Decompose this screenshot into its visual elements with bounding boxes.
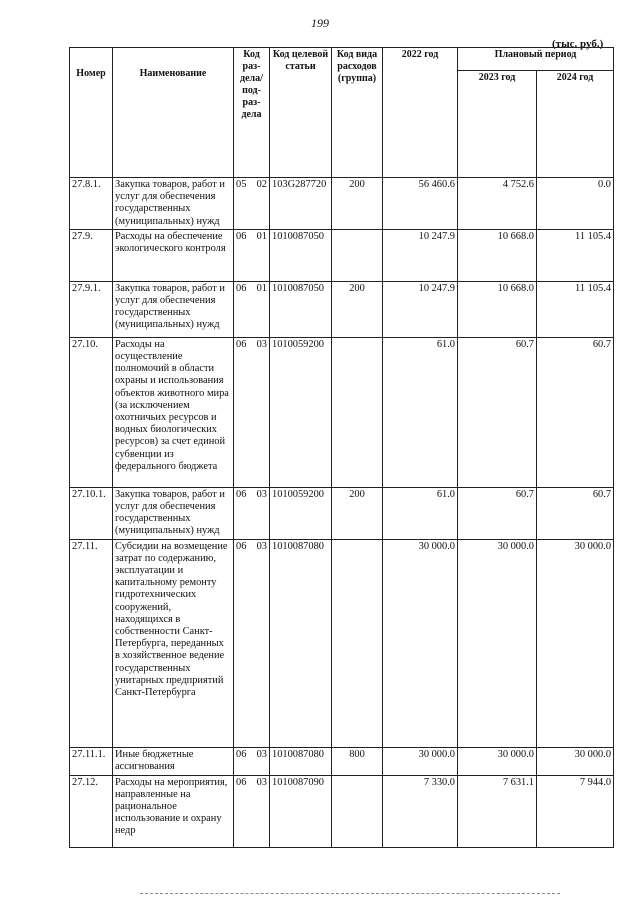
row-section <box>234 281 270 337</box>
table-body <box>70 178 614 848</box>
row-name: Расходы на обеспечение экологического контроля <box>113 229 234 281</box>
table-row <box>70 281 614 337</box>
budget-table <box>69 47 614 848</box>
header-name: Наименование <box>113 48 234 178</box>
header-plan-period: Плановый период <box>458 48 614 71</box>
header-section: Код раз-дела/ под-раз-дела <box>234 48 270 178</box>
row-expense <box>332 337 383 487</box>
section-code: 06 <box>236 230 247 242</box>
row-target: 1010087080 <box>270 539 332 747</box>
header-2024: 2024 год <box>537 71 614 178</box>
row-expense <box>332 229 383 281</box>
row-number: 27.12. <box>70 775 113 847</box>
row-2024: 60.7 <box>537 337 614 487</box>
footer-divider <box>140 893 560 894</box>
row-2023: 30 000.0 <box>458 747 537 775</box>
subsection-code: 02 <box>256 179 267 190</box>
row-name: Закупка товаров, работ и услуг для обеспечения государственных (муниципальных) нужд <box>113 281 234 337</box>
section-code: 06 <box>236 540 247 552</box>
table-row <box>70 337 614 487</box>
header-2022: 2022 год <box>383 48 458 178</box>
row-2022: 61.0 <box>383 337 458 487</box>
row-2024: 30 000.0 <box>537 539 614 747</box>
row-2024: 11 105.4 <box>537 229 614 281</box>
row-2023: 60.7 <box>458 487 537 539</box>
section-code: 06 <box>236 748 247 760</box>
row-expense <box>332 775 383 847</box>
row-2024: 11 105.4 <box>537 281 614 337</box>
row-target: 1010087050 <box>270 229 332 281</box>
row-2022: 10 247.9 <box>383 281 458 337</box>
row-section <box>234 229 270 281</box>
subsection-code: 03 <box>256 748 267 760</box>
subsection-code: 01 <box>256 282 267 294</box>
row-expense: 200 <box>332 487 383 539</box>
row-section <box>234 487 270 539</box>
row-section <box>234 337 270 487</box>
row-2023: 7 631.1 <box>458 775 537 847</box>
row-expense: 200 <box>332 178 383 230</box>
row-number: 27.9. <box>70 229 113 281</box>
row-2024: 30 000.0 <box>537 747 614 775</box>
row-number: 27.10. <box>70 337 113 487</box>
row-2023: 10 668.0 <box>458 229 537 281</box>
row-2022: 56 460.6 <box>383 178 458 230</box>
row-target: 1010059200 <box>270 337 332 487</box>
row-number: 27.8.1. <box>70 178 113 230</box>
section-code: 06 <box>236 776 247 788</box>
section-code: 06 <box>236 282 247 294</box>
row-name: Расходы на мероприятия, направленные на рациональное использование и охрану недр <box>113 775 234 847</box>
table-row <box>70 775 614 847</box>
row-name: Закупка товаров, работ и услуг для обеспечения государственных (муниципальных) нужд <box>113 487 234 539</box>
section-code: 06 <box>236 488 247 500</box>
row-2024: 0.0 <box>537 178 614 230</box>
row-name: Закупка товаров, работ и услуг для обеспечения государственных (муниципальных) нужд <box>113 178 234 230</box>
row-number: 27.11. <box>70 539 113 747</box>
row-number: 27.10.1. <box>70 487 113 539</box>
row-2023: 10 668.0 <box>458 281 537 337</box>
row-expense: 800 <box>332 747 383 775</box>
header-number: Номер <box>70 48 113 178</box>
table-row <box>70 229 614 281</box>
table-row <box>70 178 614 230</box>
row-number: 27.11.1. <box>70 747 113 775</box>
subsection-code: 03 <box>256 540 267 552</box>
row-expense: 200 <box>332 281 383 337</box>
page-number: 199 <box>311 16 329 30</box>
table-row <box>70 487 614 539</box>
row-2022: 61.0 <box>383 487 458 539</box>
row-expense <box>332 539 383 747</box>
table-row <box>70 747 614 775</box>
row-section <box>234 775 270 847</box>
header-expense: Код вида расходов (группа) <box>332 48 383 178</box>
subsection-code: 03 <box>256 776 267 788</box>
row-target: 1010087080 <box>270 747 332 775</box>
header-target: Код целевой статьи <box>270 48 332 178</box>
row-target: 1010087090 <box>270 775 332 847</box>
row-target: 103G287720 <box>270 178 332 230</box>
row-2022: 30 000.0 <box>383 539 458 747</box>
row-target: 1010059200 <box>270 487 332 539</box>
subsection-code: 03 <box>256 338 267 350</box>
subsection-code: 03 <box>256 488 267 500</box>
row-name: Иные бюджетные ассигнования <box>113 747 234 775</box>
row-name: Субсидии на возмещение затрат по содержанию, эксплуатации и капитальному ремонту гидротехнических сооружений, находящихся в собственности Санкт-Петербурга, переданных в хозяйственное ведение государственных унитарных предприятий Санкт-Петербурга <box>113 539 234 747</box>
row-2024: 7 944.0 <box>537 775 614 847</box>
row-section <box>234 747 270 775</box>
row-2022: 10 247.9 <box>383 229 458 281</box>
row-name: Расходы на осуществление полномочий в области охраны и использования объектов животного мира (за исключением охотничьих ресурсов и водных биологических ресурсов) за счет единой субвенции из федерального бюджета <box>113 337 234 487</box>
row-2024: 60.7 <box>537 487 614 539</box>
row-2022: 7 330.0 <box>383 775 458 847</box>
row-2022: 30 000.0 <box>383 747 458 775</box>
header-2023: 2023 год <box>458 71 537 178</box>
section-code: 05 <box>236 179 247 190</box>
row-section <box>234 539 270 747</box>
row-2023: 30 000.0 <box>458 539 537 747</box>
section-code: 06 <box>236 338 247 350</box>
subsection-code: 01 <box>256 230 267 242</box>
row-number: 27.9.1. <box>70 281 113 337</box>
units-label: (тыс. руб.) <box>552 38 604 50</box>
row-target: 1010087050 <box>270 281 332 337</box>
table-row <box>70 539 614 747</box>
row-2023: 60.7 <box>458 337 537 487</box>
row-2023: 4 752.6 <box>458 178 537 230</box>
row-section <box>234 178 270 230</box>
